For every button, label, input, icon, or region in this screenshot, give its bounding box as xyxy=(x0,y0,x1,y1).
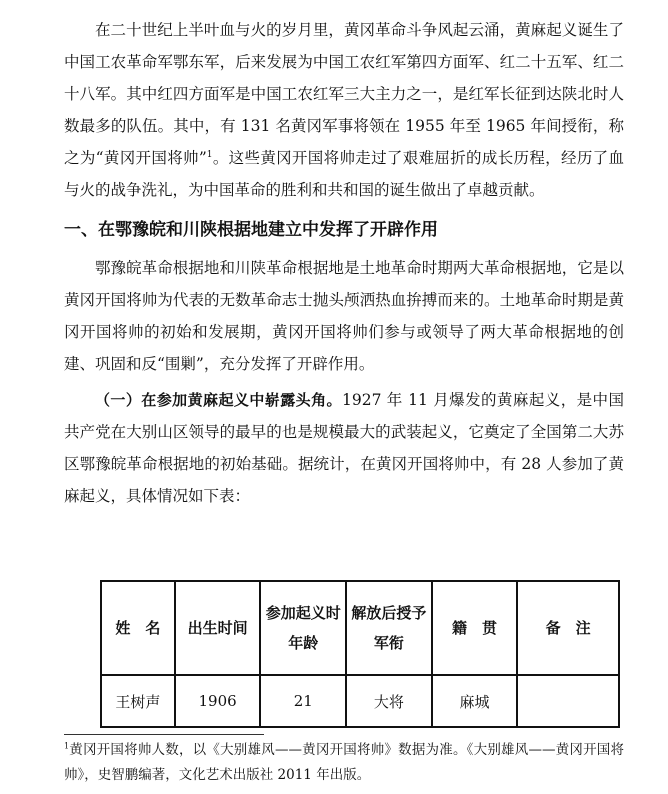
table-header-row xyxy=(101,581,619,675)
cell-birth-year: 1906 xyxy=(175,675,261,727)
paragraph-intro-text-b: 。这些黄冈开国将帅走过了艰难屈折的成长历程，经历了血与火的战争洗礼，为中国革命的胜利和共和国的诞生做出了卓越贡献。 xyxy=(64,149,624,199)
header-birth-year: 出生时间 xyxy=(175,581,261,675)
footnote-divider xyxy=(64,734,264,735)
header-native-place: 籍 贯 xyxy=(432,581,518,675)
header-remarks: 备 注 xyxy=(517,581,619,675)
paragraph-base-areas: 鄂豫皖革命根据地和川陕革命根据地是土地革命时期两大革命根据地，它是以黄冈开国将帅为代表的无数革命志士抛头颅洒热血拚搏而来的。土地革命时期是黄冈开国将帅的初始和发展期，黄冈开国将帅们参与或领导了两大革命根据地的创建、巩固和反“围剿”，充分发挥了开辟作用。 xyxy=(64,259,624,373)
subsection-lead: （一）在参加黄麻起义中崭露头角。 xyxy=(95,391,342,409)
header-military-rank: 解放后授予军衔 xyxy=(346,581,432,675)
footnote-text: 黄冈开国将帅人数，以《大别雄风——黄冈开国将帅》数据为准。《大别雄风——黄冈开国将帅》，史智鹏编著，文化艺术出版社 2011 年出版。 xyxy=(64,742,624,783)
cell-name: 王树声 xyxy=(101,675,175,727)
header-name: 姓 名 xyxy=(101,581,175,675)
footnote xyxy=(64,738,624,788)
footnote-marker: 1 xyxy=(64,741,70,751)
footnote-reference[interactable]: 1 xyxy=(206,149,213,160)
paragraph-huangma-uprising xyxy=(64,384,624,512)
cell-native-place: 麻城 xyxy=(432,675,518,727)
table-row xyxy=(101,675,619,727)
generals-table xyxy=(100,580,620,728)
cell-age: 21 xyxy=(260,675,346,727)
section-heading: 一、在鄂豫皖和川陕根据地建立中发挥了开辟作用 xyxy=(64,220,438,240)
paragraph-huangma-text: 1927 年 11 月爆发的黄麻起义，是中国共产党在大别山区领导的最早的也是规模最大的武装起义，它奠定了全国第二大苏区鄂豫皖革命根据地的初始基础。据统计，在黄冈开国将帅中，有 28 人参加了黄麻起义，具体情况如下表： xyxy=(64,391,624,505)
header-age-at-uprising: 参加起义时年龄 xyxy=(260,581,346,675)
cell-rank: 大将 xyxy=(346,675,432,727)
paragraph-intro xyxy=(64,14,624,206)
cell-remarks xyxy=(517,675,619,727)
paragraph-intro-text-a: 在二十世纪上半叶血与火的岁月里，黄冈革命斗争风起云涌，黄麻起义诞生了中国工农革命军鄂东军，后来发展为中国工农红军第四方面军、红二十五军、红二十八军。其中红四方面军是中国工农红军三大主力之一，是红军长征到达陕北时人数最多的队伍。其中，有 131 名黄冈军事将领在 1955 年至 1965 年间授衔，称之为“黄冈开国将帅” xyxy=(64,21,624,167)
